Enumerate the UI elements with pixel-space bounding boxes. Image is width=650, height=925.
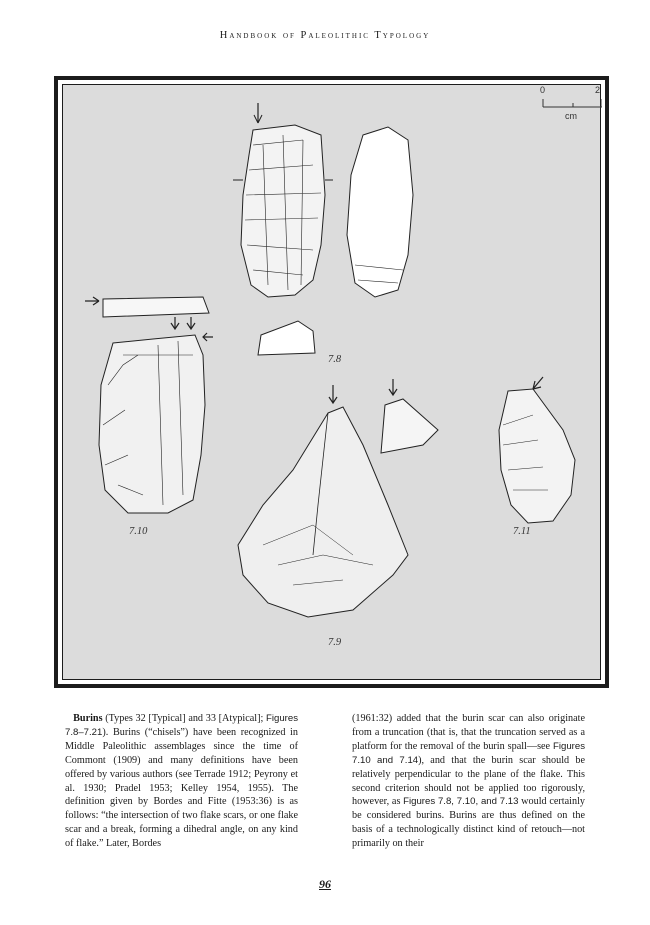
- body-column-right: [352, 712, 585, 851]
- figure-reference[interactable]: Figures 7.10 and 7.14: [352, 740, 585, 766]
- page-number: 96: [319, 877, 331, 891]
- artifact-7-9-spall: [381, 379, 438, 453]
- caption-7-10: 7.10: [129, 526, 148, 537]
- scale-zero: 0: [540, 85, 546, 95]
- paragraph-burins: [65, 712, 298, 851]
- running-head: Handbook of Paleolithic Typology: [219, 30, 431, 41]
- artifact-7-11: [499, 377, 575, 523]
- lead-term: Burins: [73, 713, 103, 724]
- artifact-7-10-spall: [85, 297, 209, 317]
- body-column-left: [65, 712, 298, 851]
- artifact-7-8-side: [347, 127, 413, 297]
- text-run: ). Burins (“chisels”) have been recognized in Middle Paleolithic assemblages since the time of Commont (1909) and many definitions have been offered by various authors (see Terrade 1912; Peyrony et al. 1930; Pradel 1953; Kelley 1954, 1955). The definition given by Bordes and Fitte (1953:36) is as follows: “the intersection of two flake scars, or one flake scar and a break, forming a dihedral angle, on any kind of flake.” Later, Bordes: [65, 726, 298, 850]
- scale-two: 2: [595, 85, 601, 95]
- paragraph-continued: [352, 712, 585, 851]
- text-run: would certainly be considered burins. Burins are thus defined on the basis of a technologically distinct kind of retouch—not primarily on their: [352, 796, 585, 850]
- text-run: (Types 32 [Typical] and 33 [Atypical];: [102, 713, 267, 724]
- artifact-7-10: [99, 317, 213, 513]
- figure-frame: [54, 76, 609, 688]
- scale-bar: [543, 99, 602, 107]
- artifact-drawings: [63, 85, 602, 681]
- figure-reference[interactable]: Figures 7.8–7.21: [65, 713, 299, 738]
- artifact-7-8-front: [233, 103, 333, 297]
- caption-7-9: 7.9: [328, 637, 342, 648]
- figure-reference[interactable]: Figures 7.8, 7.10, and 7.13: [403, 796, 519, 808]
- text-run: (1961:32) added that the burin scar can also originate from a truncation (that is, that the truncation served as a platform for the removal of the burin spall—see: [352, 713, 585, 752]
- caption-7-8: 7.8: [328, 354, 342, 365]
- scale-unit: cm: [565, 111, 577, 121]
- artifact-7-9: [238, 385, 408, 617]
- text-run: ), and that the burin scar should be relatively perpendicular to the plane of the flake. This second criterion should not be applied too rigorously, however, as: [352, 754, 585, 808]
- artifact-7-8-section: [258, 321, 315, 355]
- figure-plate: [62, 84, 601, 680]
- caption-7-11: 7.11: [513, 526, 531, 537]
